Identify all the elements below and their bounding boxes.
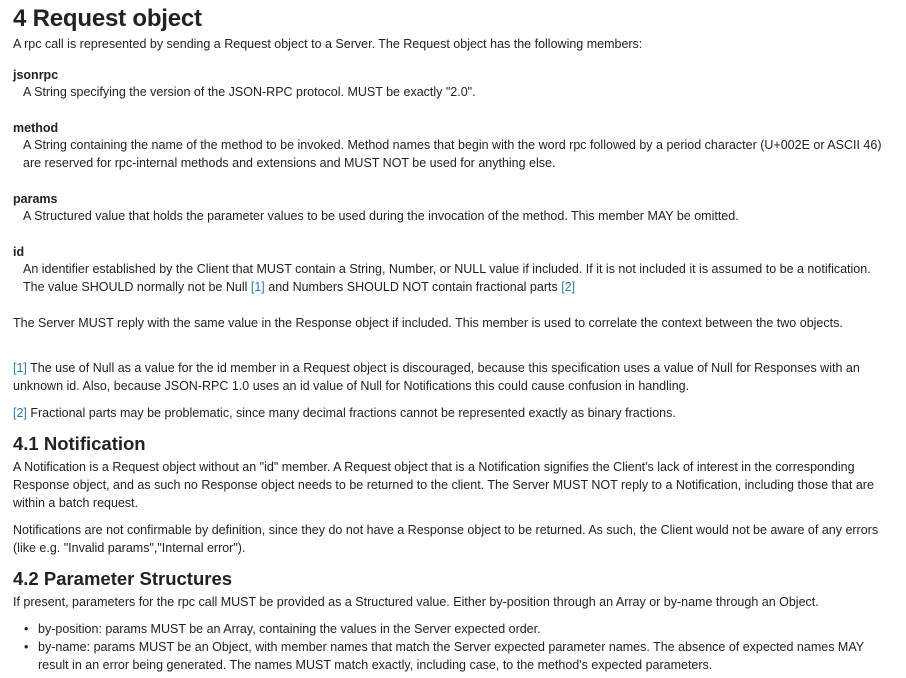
member-desc-method: A String containing the name of the method to be invoked. Method names that begin with the word rpc followed by a period character (U+002E or ASCII 46) are reserved for rpc-internal methods and extensions and MUST NOT be used for anything else. xyxy=(23,138,882,170)
member-desc-id xyxy=(23,260,886,296)
section-intro: A rpc call is represented by sending a Request object to a Server. The Request object has the following members: xyxy=(13,37,643,51)
list-item xyxy=(24,638,888,674)
footnote-link-1[interactable]: [1] xyxy=(250,280,265,294)
bullet-icon: • xyxy=(24,622,29,636)
list-item xyxy=(24,620,888,638)
member-desc-params: A Structured value that holds the parameter values to be used during the invocation of the method. This member MAY be omitted. xyxy=(23,209,739,223)
parameter-structures-title: 4.2 Parameter Structures xyxy=(13,568,233,589)
parameter-structures-intro: If present, parameters for the rpc call MUST be provided as a Structured value. Either by-position through an Array or by-name through an Object. xyxy=(13,595,819,609)
notification-para-2: Notifications are not confirmable by definition, since they do not have a Response object to be returned. As such, the Client would not be aware of any errors (like e.g. "Invalid params","Internal error"). xyxy=(13,523,879,555)
bullet-icon: • xyxy=(24,640,29,654)
footnote-link-2[interactable]: [2] xyxy=(561,280,576,294)
id-desc-text-2: and Numbers SHOULD NOT contain fractional parts xyxy=(264,280,562,294)
member-desc-jsonrpc: A String specifying the version of the JSON-RPC protocol. MUST be exactly "2.0". xyxy=(23,85,476,99)
footnote-1-ref[interactable]: [1] xyxy=(13,361,27,375)
section-title: 4 Request object xyxy=(13,5,202,32)
footnote-2-ref[interactable]: [2] xyxy=(13,406,27,420)
list-item-text: by-position: params MUST be an Array, containing the values in the Server expected order. xyxy=(38,622,541,636)
id-desc-text-1: An identifier established by the Client that MUST contain a String, Number, or NULL value if included. If it is not included it is assumed to be a notification. The value SHOULD normally not be Null xyxy=(23,262,871,294)
member-name-params: params xyxy=(13,192,58,206)
member-name-id: id xyxy=(13,245,25,259)
reply-note: The Server MUST reply with the same value in the Response object if included. This member is used to correlate the context between the two objects. xyxy=(13,316,843,330)
parameter-structures-list xyxy=(13,620,888,674)
notification-para-1: A Notification is a Request object without an "id" member. A Request object that is a Notification signifies the Client's lack of interest in the corresponding Response object, and as such no Response object needs to be returned to the client. The Server MUST NOT reply to a Notification, including those that are within a batch request. xyxy=(13,460,874,510)
footnote-1 xyxy=(13,359,892,395)
list-item-text: by-name: params MUST be an Object, with member names that match the Server expected parameter names. The absence of expected names MAY result in an error being generated. The names MUST match exactly, including case, to the method's expected parameters. xyxy=(38,640,864,672)
member-name-method: method xyxy=(13,121,59,135)
footnote-2-text: Fractional parts may be problematic, since many decimal fractions cannot be represented exactly as binary fractions. xyxy=(26,406,676,420)
member-name-jsonrpc: jsonrpc xyxy=(13,68,59,82)
notification-title: 4.1 Notification xyxy=(13,433,146,454)
footnote-2 xyxy=(13,404,892,422)
footnote-1-text: The use of Null as a value for the id member in a Request object is discouraged, because this specification uses a value of Null for Responses with an unknown id. Also, because JSON-RPC 1.0 uses an id value of Null for Notifications this could cause confusion in handling. xyxy=(13,361,860,393)
